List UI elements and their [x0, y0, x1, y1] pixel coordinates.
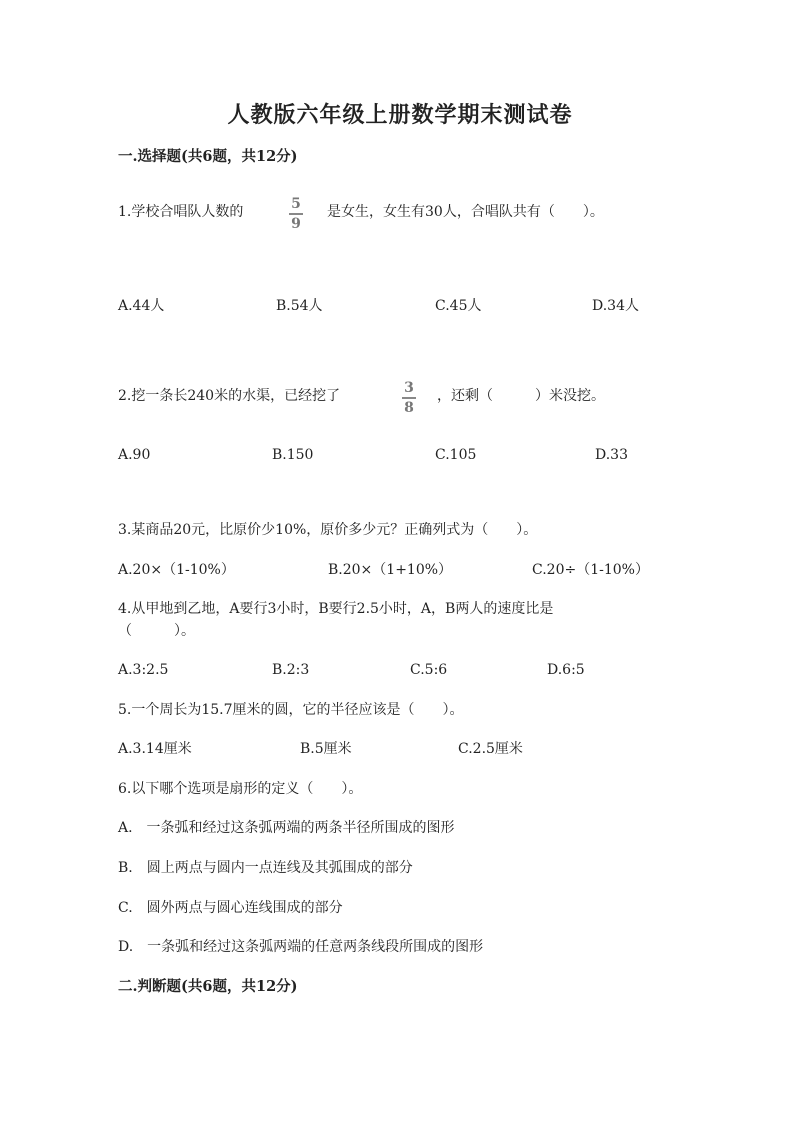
question-2-option-b: B.150 [272, 447, 314, 463]
question-1-option-d: D.34人 [592, 298, 639, 314]
section-heading-choice: 一.选择题(共6题，共12分) [118, 148, 298, 165]
section-heading-judgment: 二.判断题(共6题，共12分) [118, 978, 298, 995]
question-6-option-c: C. 圆外两点与圆心连线围成的部分 [118, 900, 343, 916]
question-5-option-b: B.5厘米 [300, 741, 352, 757]
question-3-option-c: C.20÷（1-10%） [532, 562, 649, 578]
fraction-denominator: 9 [291, 215, 301, 232]
question-6-option-b: B. 圆上两点与圆内一点连线及其弧围成的部分 [118, 860, 413, 876]
question-4-line-1: 4.从甲地到乙地，A要行3小时，B要行2.5小时，A，B两人的速度比是 [118, 601, 554, 617]
question-5-text: 5.一个周长为15.7厘米的圆，它的半径应该是（ ）。 [118, 702, 464, 718]
fraction-bar [402, 397, 416, 399]
question-6-option-d: D. 一条弧和经过这条弧两端的任意两条线段所围成的图形 [118, 939, 484, 955]
question-1-prefix: 1.学校合唱队人数的 [118, 204, 244, 220]
question-3-option-b: B.20×（1+10%） [328, 562, 453, 578]
question-2-fraction [398, 381, 420, 415]
question-6-text: 6.以下哪个选项是扇形的定义（ ）。 [118, 781, 363, 797]
question-3-text: 3.某商品20元，比原价少10%，原价多少元？正确列式为（ ）。 [118, 522, 538, 538]
fraction-denominator: 8 [404, 399, 414, 416]
fraction-numerator: 3 [404, 380, 414, 396]
question-1-option-c: C.45人 [435, 298, 482, 314]
question-4-option-b: B.2:3 [272, 662, 310, 678]
fraction-numerator: 5 [291, 196, 301, 212]
question-4-option-a: A.3:2.5 [118, 662, 169, 678]
question-2-option-c: C.105 [435, 447, 477, 463]
question-1-fraction [285, 197, 307, 231]
question-6-option-a: A. 一条弧和经过这条弧两端的两条半径所围成的图形 [118, 820, 455, 836]
question-2-option-a: A.90 [118, 447, 151, 463]
question-5-option-a: A.3.14厘米 [118, 741, 192, 757]
question-3-option-a: A.20×（1-10%） [118, 562, 235, 578]
question-1-suffix: 是女生，女生有30人，合唱队共有（ ）。 [327, 204, 604, 220]
question-5-option-c: C.2.5厘米 [458, 741, 523, 757]
question-2-suffix: ，还剩（ ）米没挖。 [437, 388, 605, 404]
fraction-bar [289, 213, 303, 215]
question-4-line-2: （ ）。 [118, 623, 195, 639]
page-title: 人教版六年级上册数学期末测试卷 [227, 102, 573, 128]
question-2-option-d: D.33 [595, 447, 628, 463]
question-4-option-c: C.5:6 [410, 662, 448, 678]
question-1-option-a: A.44人 [118, 298, 165, 314]
question-1-option-b: B.54人 [276, 298, 323, 314]
question-4-option-d: D.6:5 [547, 662, 585, 678]
question-2-prefix: 2.挖一条长240米的水渠，已经挖了 [118, 388, 341, 404]
